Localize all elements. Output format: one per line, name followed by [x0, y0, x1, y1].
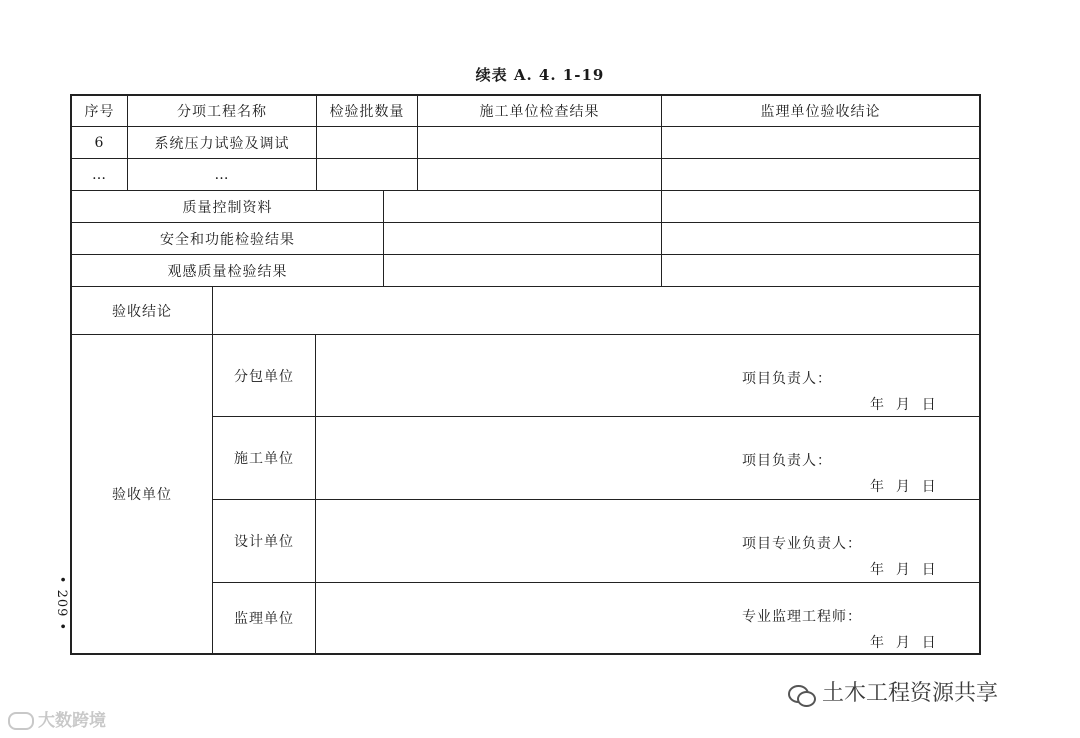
row-seq: …	[92, 166, 107, 183]
watermark-logo-icon	[8, 712, 34, 730]
signer-label: 专业监理工程师：	[742, 609, 862, 625]
signer-label: 项目负责人：	[742, 371, 832, 387]
conclusion-label: 验收结论	[112, 303, 172, 320]
header-supervisor: 监理单位验收结论	[760, 104, 881, 120]
date-label: 年 月 日	[870, 635, 937, 651]
row-name: …	[214, 166, 230, 183]
row-divider	[212, 582, 981, 583]
col-divider	[383, 190, 384, 286]
date-label: 年 月 日	[870, 562, 937, 578]
safety-results-label: 安全和功能检验结果	[160, 231, 295, 248]
unit-name: 监理单位	[234, 611, 294, 627]
date-label: 年 月 日	[870, 397, 937, 413]
signer-label: 项目负责人：	[742, 453, 832, 469]
date-label: 年 月 日	[870, 479, 937, 495]
row-divider	[212, 416, 981, 417]
row-name: 系统压力试验及调试	[154, 135, 290, 152]
header-name: 分项工程名称	[177, 104, 267, 120]
unit-name: 施工单位	[234, 451, 294, 467]
row-divider	[212, 499, 981, 500]
table-title: 续表 A. 4. 1-19	[475, 66, 605, 84]
watermark-left: 大数跨境	[8, 706, 106, 731]
watermark-right: 土木工程资源共享	[788, 676, 998, 707]
table-border-bottom	[70, 653, 981, 655]
header-contractor: 施工单位检查结果	[479, 104, 600, 120]
table-border-right	[979, 94, 981, 655]
signer-label: 项目专业负责人：	[742, 536, 862, 552]
unit-name: 分包单位	[234, 368, 294, 385]
page-number: • 209 •	[54, 575, 70, 632]
appearance-results-label: 观感质量检验结果	[167, 263, 288, 280]
quality-docs-label: 质量控制资料	[182, 199, 273, 216]
unit-name: 设计单位	[234, 534, 294, 550]
header-seq: 序号	[84, 104, 115, 120]
col-divider	[315, 334, 316, 655]
acceptance-label: 验收单位	[112, 487, 172, 503]
wechat-icon	[788, 683, 816, 705]
header-batch: 检验批数量	[329, 104, 405, 120]
row-seq: 6	[94, 134, 105, 151]
